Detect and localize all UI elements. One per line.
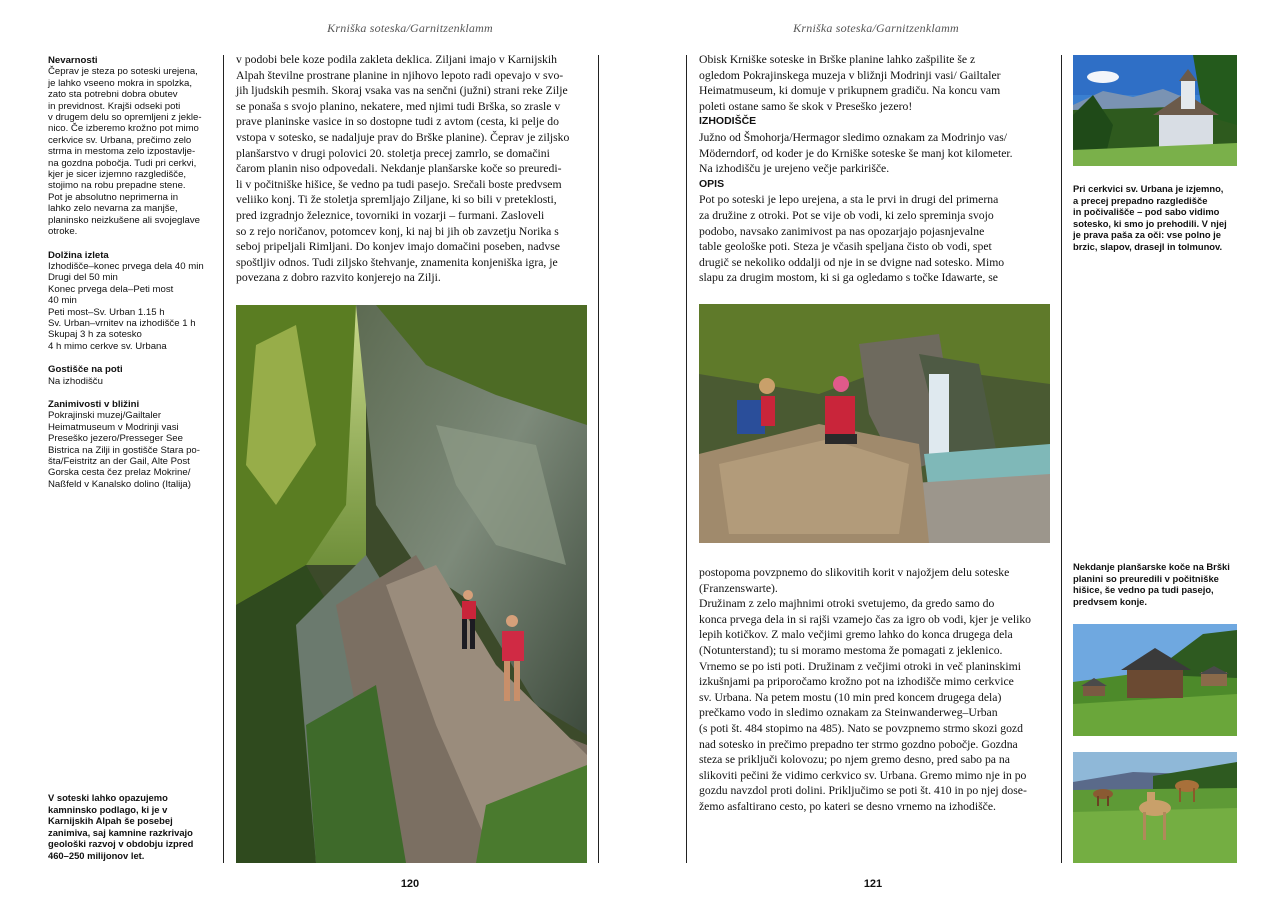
hazards-title: Nevarnosti <box>48 55 98 66</box>
inn-section <box>48 364 218 387</box>
column-rule <box>223 55 224 863</box>
text-line: (Franzenswarte). <box>699 581 778 595</box>
text-line: poleti ostane samo še skok v Preseško jezero! <box>699 99 913 113</box>
text-line: li v počitniške hišice, še vedno pa tudi pasejo. Srečali boste predvsem <box>236 177 562 191</box>
text-line: spoštljiv odnos. Tudi ziljsko štehvanje, znamenita konjeniška igra, je <box>236 255 558 269</box>
text-line: veliiko konj. Ti že stoletja spremljajo Ziljane, ki so bili v preteklosti, <box>236 193 557 207</box>
duration-title: Dolžina izleta <box>48 249 109 261</box>
text-line: Alpah številne prostrane planine in njihovo lepoto radi opevajo v svo- <box>236 68 564 82</box>
text-line: postopoma povzpnemo do slikovitih korit v najožjem delu soteske <box>699 566 1010 579</box>
gorge-trail-photo <box>236 305 587 863</box>
text-line: slikoviti pečini že vidimo cerkvico sv. Urbana. Gremo mimo nje in po <box>699 768 1027 782</box>
text-line: Družinam z zelo majhnimi otroki svetujemo, da gredo samo do <box>699 597 995 611</box>
text-line: Na izhodišču je urejeno večje parkirišče. <box>699 162 890 176</box>
section-heading: OPIS <box>699 177 725 190</box>
hazards-text: Čeprav je steza po soteski urejena, je lahko vseeno mokra in spolzka, zato sta potrebni dobra obutev in previdnost. Krajši odseki poti v drugem delu so opremljeni z jekle- nico. Če izberemo krožno pot mimo cerkvice sv. Urbana, prečimo zelo strma in mestoma zelo izpostavlje- na gozdna pobočja. Tudi pri cerkvi, kjer je sicer izjemno razgledišče, stojimo na robu prepadne stene. Pot je absolutno neprimerna in lahko zelo nevarna za manjše, planinsko neizkušene ali svojeglave otroke. <box>48 66 202 238</box>
nearby-title: Zanimivosti v bližini <box>48 398 140 410</box>
right-body-text-bottom <box>699 565 1049 815</box>
text-line: drugič se nekoliko oddalji od nje in se dvigne nad sotesko. Mimo <box>699 255 1005 269</box>
section-heading: IZHODIŠČE <box>699 115 757 128</box>
text-line: (s poti št. 484 stopimo na 485). Nato se povzpnemo strmo skozi gozd <box>699 721 1023 735</box>
right-body-text-top <box>699 52 1049 286</box>
page-number-left: 120 <box>400 878 420 890</box>
text-line: pred izgradnjo železnice, tovorniki in vozarji – furmani. Zasloveli <box>236 208 545 222</box>
text-line: (Notunterstand); tu si moramo mestoma že pomagati z jeklenico. <box>699 643 1003 657</box>
text-line: v podobi bele koze podila zakleta deklica. Ziljani imajo v Karnijskih <box>236 53 557 66</box>
gorge-caption: V soteski lahko opazujemo kamninsko podlago, ki je v Karnijskih Alpah še posebej zanimiva, saj kamnine razkrivajo geološki razvoj v obdobju izpred 460–250 milijonov let. <box>48 792 194 861</box>
inn-text: Na izhodišču <box>48 375 103 387</box>
text-line: povezana z dobro razvito konjerejo na Zilji. <box>236 271 441 285</box>
text-line: Heimatmuseum, ki domuje v prikupnem gradiču. Na koncu vam <box>699 84 1001 98</box>
text-line: prečkamo vodo in sledimo oznakam za Steinwanderweg–Urban <box>699 706 998 720</box>
horses-photo <box>1073 752 1237 863</box>
text-line: podobo, navsako zanimivost pa nas opozarjajo pojasnjevalne <box>699 224 985 238</box>
text-line: prave planinske vasice in so dostopne tudi z avtom (cesta, ki pelje do <box>236 115 559 129</box>
text-line: konca prvega dela in si rajši vzamejo čas za igro ob vodi, kjer je veliko <box>699 612 1032 626</box>
text-line: Južno od Šmohorja/Hermagor sledimo oznakam za Modrinjo vas/ <box>699 130 1008 144</box>
column-rule <box>686 55 687 863</box>
text-line: steza se priključi kolovozu; po njem gremo desno, pred sabo pa na <box>699 753 1010 767</box>
text-line: lepih kotičkov. Z malo večjimi gremo lahko do konca drugega dela <box>699 628 1013 642</box>
nearby-section <box>48 399 218 490</box>
hazards-section <box>48 55 218 238</box>
text-line: za družine z otroki. Pot se vije ob vodi, ki zelo spreminja svojo <box>699 208 994 222</box>
text-line: Pot po soteski je lepo urejena, a sta le prvi in drugi del primerna <box>699 193 999 207</box>
text-line: ogledom Pokrajinskega muzeja v bližnji Modrinji vasi/ Gailtaler <box>699 68 1001 82</box>
church-caption: Pri cerkvici sv. Urbana je izjemno, a precej prepadno razgledišče in počivališče – pod sabo vidimo sotesko, ki smo jo prehodili. V njej je prava paša za oči: vse polno je brzic, slapov, drasejl in tolmunov. <box>1073 183 1227 252</box>
text-line: čarom planin niso odpovedali. Nekdanje planšarske koče so preuredi- <box>236 162 562 176</box>
text-line: seboj pripeljali Rimljani. Do konjev imajo domačini poseben, nadvse <box>236 240 560 254</box>
left-body-text <box>236 52 586 286</box>
inn-title: Gostišče na poti <box>48 364 123 376</box>
text-line: Möderndorf, od koder je do Krniške soteske še manj kot kilometer. <box>699 146 1013 160</box>
duration-text: Izhodišče–konec prvega dela 40 min Drugi del 50 min Konec prvega dela–Peti most 40 min Peti most–Sv. Urban 1.15 h Sv. Urban–vrnitev na izhodišče 1 h Skupaj 3 h za sotesko 4 h mimo cerkve sv. Urbana <box>48 260 204 352</box>
column-rule <box>1061 55 1062 863</box>
text-line: planšarstvo v drugi polovici 20. stoletja precej zamrlo, se domačini <box>236 146 550 160</box>
church-photo <box>1073 55 1237 166</box>
text-line: žemo asfaltirano cesto, po kateri se desno vrnemo na izhodišče. <box>699 799 996 813</box>
waterfall-photo <box>699 304 1050 543</box>
text-line: se ponaša s svojo planino, nekatere, med njimi tudi Brška, so zrasle v <box>236 99 561 113</box>
running-header-right: Krniška soteska/Garnitzenklamm <box>793 21 959 35</box>
column-rule <box>598 55 599 863</box>
text-line: izkušnjami pa priporočamo krožno pot na izhodišče mimo cerkvice <box>699 675 1014 689</box>
text-line: vstopa v sotesko, se nadaljuje prav do Brške planine). Čeprav je ziljsko <box>236 130 570 144</box>
text-line: sv. Urbana. Na petem mostu (10 min pred koncem drugega dela) <box>699 690 1002 704</box>
nearby-text: Pokrajinski muzej/Gailtaler Heimatmuseum v Modrinji vasi Preseško jezero/Presseger See Bistrica na Zilji in gostišče Stara po- šta/Feistritz an der Gail, Alte Post Gorska cesta čez prelaz Mokrine/ Naßfeld v Kanalsko dolino (Italija) <box>48 410 200 490</box>
text-line: Vrnemo se po isti poti. Družinam z večjimi otroki in več planinskimi <box>699 659 1021 673</box>
text-line: slapu za drugim mostom, ki si ga ogledamo s točke Idawarte, se <box>699 271 998 285</box>
text-line: gozdu navzdol proti dolini. Priključimo se poti št. 410 in po njej dose- <box>699 784 1027 798</box>
text-line: table geološke poti. Steza je včasih speljana čisto ob vodi, spet <box>699 240 992 254</box>
text-line: nad sotesko in prečimo prepadno ter strmo gozdno pobočje. Gozdna <box>699 737 1018 751</box>
text-line: Obisk Krniške soteske in Brške planine lahko zašpilite še z <box>699 53 976 66</box>
text-line: jih ljudskih pesmih. Skoraj vsaka vas na senčni (južni) strani reke Zilje <box>236 84 568 98</box>
sidebar <box>48 55 218 502</box>
huts-caption: Nekdanje planšarske koče na Brški planini so preuredili v počitniške hišice, še vedno pa tudi pasejo, predvsem konje. <box>1073 561 1230 607</box>
alpine-huts-photo <box>1073 624 1237 736</box>
running-header-left: Krniška soteska/Garnitzenklamm <box>327 21 493 35</box>
duration-section <box>48 250 218 353</box>
text-line: so z rejo noričanov, potomcev konj, ki naj bi jih ob zavzetju Norika s <box>236 224 559 238</box>
page-number-right: 121 <box>863 878 883 890</box>
